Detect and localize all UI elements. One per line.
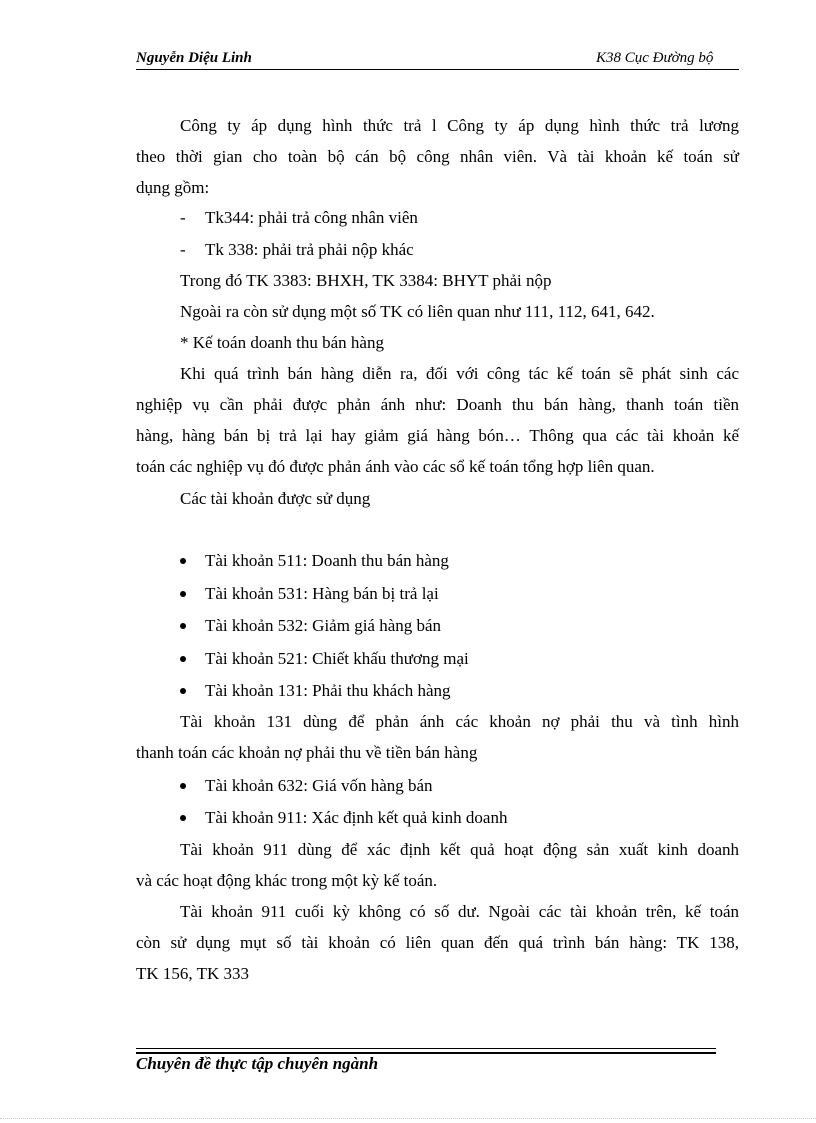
paragraph-2-line-3: hàng, hàng bán bị trả lại hay giảm giá hàng bón… Thông qua các tài khoản kế [136,426,739,445]
paragraph-1-line-2: theo thời gian cho toàn bộ cán bộ công nhân viên. Và tài khoản kế toán sử [136,147,739,166]
paragraph-1-line-3: dụng gồm: [136,178,210,197]
paragraph-3-line-1: Tài khoản 131 dùng để phản ánh các khoản nợ phải thu và tình hình [180,712,739,731]
paragraph-2-line-2: nghiệp vụ cần phải được phản ánh như: Doanh thu bán hàng, thanh toán tiền [136,395,739,414]
bullet-dot [180,656,186,662]
page-bottom-divider [0,1118,816,1119]
paragraph-5-line-3: TK 156, TK 333 [136,964,250,983]
dash-marker: - [180,240,186,259]
footer-rule-thin [136,1048,716,1049]
paragraph-5-line-1: Tài khoản 911 cuối kỳ không có số dư. Ngoài các tài khoản trên, kế toán [180,902,739,921]
bullet-dot [180,591,186,597]
section-heading: * Kế toán doanh thu bán hàng [180,333,384,352]
footer-title: Chuyên đề thực tập chuyên ngành [136,1054,379,1073]
accounts-intro: Các tài khoản được sử dụng [180,489,371,508]
header-rule [136,69,739,70]
paragraph-4-line-1: Tài khoản 911 dùng để xác định kết quả hoạt động sản xuất kinh doanh [180,840,739,859]
dash-marker: - [180,208,186,227]
paragraph-2-line-4: toán các nghiệp vụ đó được phản ánh vào các sổ kế toán tổng hợp liên quan. [136,457,655,476]
bullet-item: Tài khoản 632: Giá vốn hàng bán [205,776,433,795]
header-class: K38 Cục Đường bộ [596,50,714,66]
paragraph-1-line-1: Công ty áp dụng hình thức trả l Công ty áp dụng hình thức trả lương [180,116,739,135]
paragraph-5-line-2: còn sử dụng mụt số tài khoản có liên quan đến quá trình bán hàng: TK 138, [136,933,739,952]
bullet-item: Tài khoản 532: Giảm giá hàng bán [205,616,442,635]
bullet-item: Tài khoản 911: Xác định kết quả kinh doanh [205,808,508,827]
dash-item: Tk 338: phải trả phải nộp khác [205,240,414,259]
paragraph-4-line-2: và các hoạt động khác trong một kỳ kế toán. [136,871,438,890]
bullet-item: Tài khoản 521: Chiết khấu thương mại [205,649,469,668]
header-author: Nguyễn Diệu Linh [136,50,252,66]
bullet-dot [180,815,186,821]
bullet-item: Tài khoản 531: Hàng bán bị trả lại [205,584,439,603]
paragraph-3-line-2: thanh toán các khoản nợ phải thu về tiền bán hàng [136,743,478,762]
bullet-item: Tài khoản 131: Phải thu khách hàng [205,681,451,700]
bullet-dot [180,688,186,694]
ngoai-ra-line: Ngoài ra còn sử dụng một số TK có liên quan như 111, 112, 641, 642. [180,302,655,321]
bullet-dot [180,623,186,629]
bullet-item: Tài khoản 511: Doanh thu bán hàng [205,551,449,570]
bullet-dot [180,558,186,564]
paragraph-2-line-1: Khi quá trình bán hàng diễn ra, đối với công tác kế toán sẽ phát sinh các [180,364,739,383]
dash-item: Tk344: phải trả công nhân viên [205,208,418,227]
trong-do-line: Trong đó TK 3383: BHXH, TK 3384: BHYT phải nộp [180,271,552,290]
bullet-dot [180,783,186,789]
